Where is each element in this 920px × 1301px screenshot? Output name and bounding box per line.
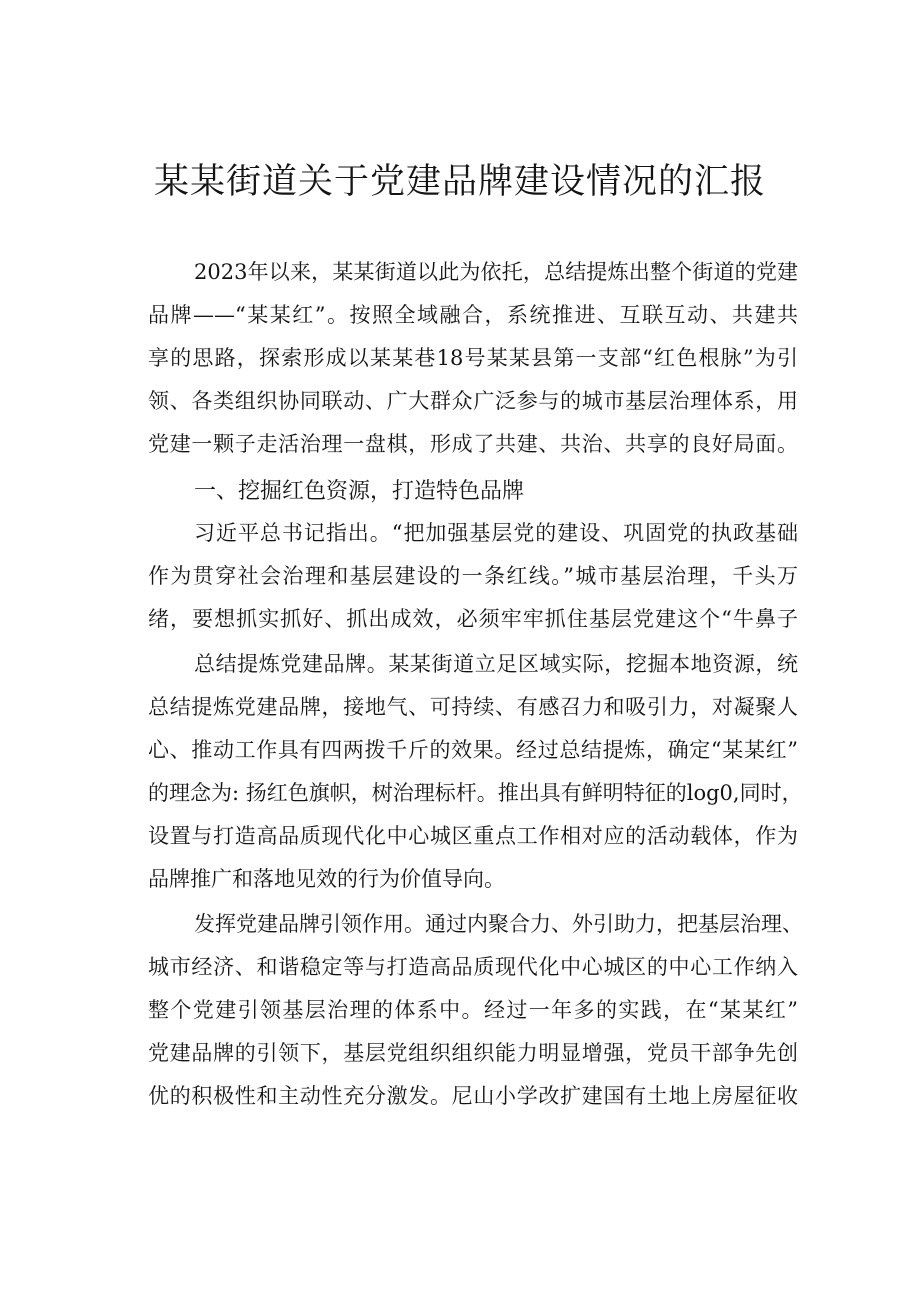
paragraph-line: 的理念为: 扬红色旗帜，树治理标杆。推出具有鲜明特征的log0,同时，: [148, 781, 803, 805]
paragraph-line: 发挥党建品牌引领作用。通过内聚合力、外引助力，把基层治理、: [194, 912, 803, 936]
paragraph-line: 领、各类组织协同联动、广大群众广泛参与的城市基层治理体系，用: [148, 389, 798, 413]
paragraph-line: 作为贯穿社会治理和基层建设的一条红线。”城市基层治理，千头万: [148, 564, 798, 588]
paragraph-line: 党建一颗子走活治理一盘棋，形成了共建、共治、共享的良好局面。: [148, 432, 798, 456]
paragraph-line: 总结提炼党建品牌。某某街道立足区域实际，挖掘本地资源，统: [194, 652, 798, 676]
paragraph-line: 整个党建引领基层治理的体系中。经过一年多的实践，在“某某红”: [148, 998, 798, 1022]
paragraph-line: 党建品牌的引领下，基层党组织组织能力明显增强，党员干部争先创: [148, 1041, 798, 1065]
paragraph-line: 品牌——“某某红”。按照全域融合，系统推进、互联互动、共建共: [148, 303, 798, 327]
paragraph-line: 优的积极性和主动性充分激发。尼山小学改扩建国有土地上房屋征收: [148, 1084, 798, 1108]
paragraph-line: 心、推动工作具有四两拨千斤的效果。经过总结提炼，确定“某某红”: [148, 738, 798, 762]
paragraph-line: 2023年以来，某某街道以此为依托，总结提炼出整个街道的党建: [194, 260, 798, 284]
paragraph-line: 品牌推广和落地见效的行为价值导向。: [148, 867, 505, 891]
paragraph-line: 城市经济、和谐稳定等与打造高品质现代化中心城区的中心工作纳入: [148, 955, 798, 979]
paragraph-line: 设置与打造高品质现代化中心城区重点工作相对应的活动载体，作为: [148, 824, 798, 848]
document-title: 某某街道关于党建品牌建设情况的汇报: [153, 162, 766, 202]
paragraph-line: 总结提炼党建品牌，接地气、可持续、有感召力和吸引力，对凝聚人: [148, 695, 798, 719]
paragraph-line: 绪，要想抓实抓好、抓出成效，必须牢牢抓住基层党建这个“牛鼻子: [148, 607, 798, 631]
section-heading: 一、挖掘红色资源，打造特色品牌: [194, 479, 525, 504]
paragraph-line: 享的思路，探索形成以某某巷18号某某县第一支部“红色根脉”为引: [148, 346, 798, 370]
paragraph-line: 习近平总书记指出。“把加强基层党的建设、巩固党的执政基础: [194, 521, 798, 545]
